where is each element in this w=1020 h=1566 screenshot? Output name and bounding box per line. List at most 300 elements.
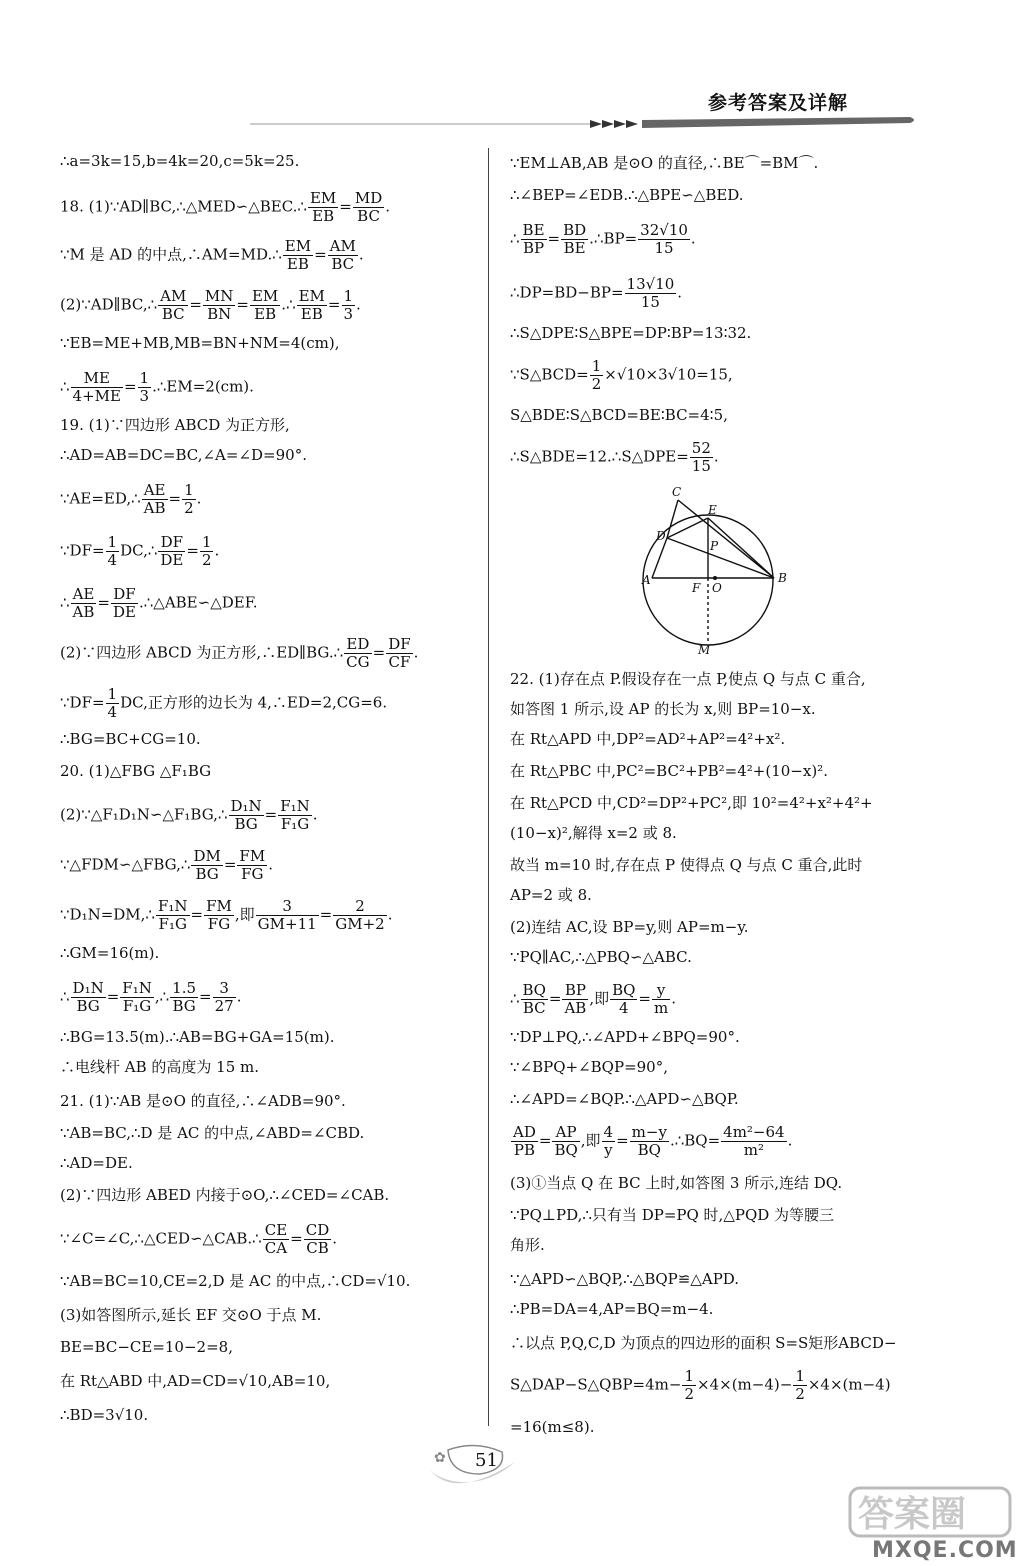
fraction <box>562 982 588 1017</box>
fraction-numerator: BP <box>562 982 588 1000</box>
text-run: 在 Rt△APD 中,DP²=AD²+AP²=4²+x². <box>510 730 786 748</box>
fraction <box>71 980 106 1015</box>
fraction <box>111 586 138 621</box>
fraction <box>561 222 588 257</box>
text-run: . <box>787 1131 793 1150</box>
text-run: ∵M 是 AD 的中点,∴AM=MD.∴ <box>60 245 282 264</box>
text-run: DC,正方形的边长为 4,∴ED=2,CG=6. <box>120 693 388 712</box>
text-run: ∵D₁N=DM,∴ <box>60 905 155 924</box>
text-line <box>60 1336 233 1358</box>
text-run: BE=BC−CE=10−2=8, <box>60 1338 233 1356</box>
fraction-denominator: CG <box>346 653 370 671</box>
text-line <box>60 798 318 833</box>
text-run: = <box>223 855 237 874</box>
fraction-numerator: MD <box>354 189 383 207</box>
header-title: 参考答案及详解 <box>708 92 849 114</box>
fraction-numerator: AP <box>552 1124 579 1142</box>
fraction-numerator: 1 <box>184 481 194 499</box>
fraction <box>158 534 185 569</box>
fraction-numerator: 4 <box>603 1123 614 1141</box>
fraction <box>142 482 168 517</box>
text-run: . <box>387 905 393 924</box>
text-line <box>60 760 211 782</box>
text-run: ∵S△BCD= <box>510 365 589 384</box>
text-line <box>510 222 696 257</box>
fraction <box>106 534 120 569</box>
fraction-numerator: 52 <box>691 439 711 457</box>
fraction-numerator: DF <box>158 534 185 552</box>
figure-label: C <box>672 485 682 499</box>
fraction-denominator: m <box>654 999 669 1017</box>
text-run: ∴ <box>60 593 70 612</box>
fraction-numerator: D₁N <box>72 979 104 997</box>
fraction-denominator: EB <box>286 255 309 273</box>
text-run: ∴BD=3√10. <box>60 1406 149 1424</box>
figure-label: D <box>656 529 666 543</box>
circle-geometry-figure <box>640 484 800 656</box>
text-line <box>510 1124 792 1159</box>
page-header <box>0 0 1020 140</box>
fraction <box>71 586 97 621</box>
text-run: .∴△ABE∽△DEF. <box>138 593 258 612</box>
text-run: ∵PQ⊥PD,∴只有当 DP=PQ 时,△PQD 为等腰三 <box>510 1206 835 1224</box>
fraction <box>721 1124 786 1159</box>
text-line <box>60 288 361 323</box>
text-run: ∵∠C=∠C,∴△CED∽△CAB.∴ <box>60 1229 262 1248</box>
text-run: . <box>196 489 202 508</box>
fraction-numerator: 1 <box>591 357 602 375</box>
fraction-denominator: 3 <box>139 387 150 405</box>
fraction-numerator: 1 <box>343 287 354 305</box>
text-line <box>60 1304 321 1326</box>
text-line <box>510 1088 739 1110</box>
fraction-numerator: FM <box>206 897 232 915</box>
text-line <box>510 1332 897 1354</box>
fraction <box>353 190 384 225</box>
fraction <box>256 898 319 933</box>
fraction-numerator: F₁N <box>157 897 188 915</box>
text-line <box>510 1026 740 1048</box>
figure-label: B <box>778 571 787 585</box>
text-run: ∵EM⊥AB,AB 是⊙O 的直径,∴BE⌒=BM⌒. <box>510 154 819 172</box>
fraction-denominator: CB <box>306 1239 329 1257</box>
text-run: ∴S△DPE∶S△BPE=DP∶BP=13∶32. <box>510 324 752 342</box>
text-line <box>510 184 744 206</box>
fraction <box>158 288 188 323</box>
flower-icon: ✿ <box>434 1450 446 1466</box>
text-run: ∴AD=DE. <box>60 1154 133 1172</box>
text-line <box>510 982 676 1017</box>
fraction <box>625 276 677 311</box>
fraction <box>521 982 548 1017</box>
fraction-denominator: 2 <box>591 375 602 393</box>
fraction-numerator: 1.5 <box>172 979 197 997</box>
fraction-numerator: 1 <box>139 369 150 387</box>
fraction-denominator: 2 <box>684 1385 695 1403</box>
fraction <box>552 1124 579 1159</box>
text-run: ×√10×3√10=15, <box>604 365 733 384</box>
fraction <box>344 636 371 671</box>
text-run: = <box>339 197 352 216</box>
svg-text:答案圈: 答案圈 <box>858 1494 967 1535</box>
text-run: ∴S△BDE=12.∴S△DPE= <box>510 447 689 466</box>
fraction <box>200 534 214 569</box>
text-run: (3)①当点 Q 在 BC 上时,如答图 3 所示,连结 DQ. <box>510 1174 843 1192</box>
fraction-denominator: BQ <box>554 1141 578 1159</box>
text-line <box>510 1172 842 1194</box>
text-run: ∴BG=BC+CG=10. <box>60 730 201 748</box>
text-run: . <box>358 245 364 264</box>
text-run: (2)∵△F₁D₁N∽△F₁BG,∴ <box>60 805 228 824</box>
fraction <box>170 980 198 1015</box>
figure-label: E <box>708 503 717 517</box>
text-line <box>510 884 592 906</box>
text-run: = <box>290 1229 303 1248</box>
text-run: ×4×(m−4)− <box>697 1375 793 1394</box>
fraction-denominator: BC <box>331 255 355 273</box>
fraction-numerator: DM <box>193 847 221 865</box>
text-line <box>60 1222 337 1257</box>
fraction-numerator: EM <box>309 189 337 207</box>
fraction-numerator: 13√10 <box>626 275 675 293</box>
watermark-text: MXQE.COM <box>872 1538 1018 1563</box>
fraction-numerator: DF <box>111 586 138 604</box>
text-line <box>60 1026 334 1048</box>
text-run: . <box>413 643 419 662</box>
text-run: = <box>236 295 249 314</box>
text-run: ∵∠BPQ+∠BQP=90°, <box>510 1058 668 1076</box>
text-line <box>60 1122 364 1144</box>
fraction-numerator: 1 <box>107 685 118 703</box>
text-line <box>510 916 749 938</box>
text-line <box>60 238 364 273</box>
fraction-denominator: CA <box>264 1239 288 1257</box>
text-run: ∴a=3k=15,b=4k=20,c=5k=25. <box>60 152 300 170</box>
text-line <box>60 332 339 354</box>
text-run: = <box>189 295 202 314</box>
fraction <box>182 482 196 517</box>
text-run: ∵DF= <box>60 541 105 560</box>
fraction <box>191 848 222 883</box>
fraction-denominator: 4 <box>107 551 118 569</box>
text-line <box>510 1416 594 1438</box>
text-line <box>60 482 201 517</box>
fraction <box>630 1124 669 1159</box>
text-run: ∴∠APD=∠BQP.∴△APD∽△BQP. <box>510 1090 739 1108</box>
fraction <box>138 370 152 405</box>
text-run: ,即 <box>234 905 255 924</box>
text-run: = <box>314 245 327 264</box>
text-line <box>510 1368 891 1403</box>
text-run: .∴BP= <box>589 229 638 248</box>
text-line <box>510 792 873 814</box>
fraction-denominator: BN <box>207 305 232 323</box>
fraction <box>283 238 313 273</box>
fraction-numerator: D₁N <box>230 797 262 815</box>
text-run: =16(m≤8). <box>510 1418 595 1436</box>
fraction <box>237 848 267 883</box>
fraction-denominator: 27 <box>214 997 234 1015</box>
fraction-denominator: BP <box>522 239 545 257</box>
text-run: ,即 <box>589 989 610 1008</box>
text-line <box>510 1268 739 1290</box>
text-run: = <box>547 229 561 248</box>
text-run: AP=2 或 8. <box>510 886 592 904</box>
figure-label: M <box>698 643 711 656</box>
fraction-numerator: 1 <box>795 1367 805 1385</box>
text-run: ∵△APD∽△BQP,∴△BQP≌△APD. <box>510 1270 740 1288</box>
text-run: ∵PQ∥AC,∴△PBQ∽△ABC. <box>510 948 692 966</box>
text-line <box>60 190 390 225</box>
fraction-numerator: DF <box>388 635 411 653</box>
text-run: ∴PB=DA=4,AP=BQ=m−4. <box>510 1300 714 1318</box>
fraction-numerator: EM <box>284 237 312 255</box>
text-run: = <box>616 1131 629 1150</box>
fraction <box>652 982 670 1017</box>
fraction <box>682 1368 696 1403</box>
fraction-denominator: AB <box>143 499 166 517</box>
text-run: . <box>214 541 220 560</box>
text-run: 18. (1)∵AD∥BC,∴△MED∽△BEC.∴ <box>60 197 307 216</box>
fraction <box>263 1222 289 1257</box>
fraction-numerator: BD <box>563 221 587 239</box>
fraction-denominator: BG <box>172 997 196 1015</box>
text-run: ∵AB=BC,∴D 是 AC 的中点,∠ABD=∠CBD. <box>60 1124 365 1142</box>
text-line <box>510 1056 668 1078</box>
text-run: (2)∵AD∥BC,∴ <box>60 295 158 314</box>
fraction <box>511 1124 538 1159</box>
text-run: . <box>312 805 318 824</box>
header-rule <box>250 115 920 129</box>
text-run: S△DAP−S△QBP=4m− <box>510 1375 682 1394</box>
text-line <box>60 980 241 1015</box>
fraction-numerator: ED <box>344 636 371 654</box>
fraction-numerator: 1 <box>684 1367 695 1385</box>
text-line <box>60 444 307 466</box>
text-run: = <box>264 805 278 824</box>
text-line <box>60 1090 346 1112</box>
text-line <box>60 370 254 405</box>
text-run: ∴AD=AB=DC=BC,∠A=∠D=90°. <box>60 446 307 464</box>
fraction <box>793 1368 807 1403</box>
figure-label: F <box>692 581 701 595</box>
figure-label: P <box>710 539 719 553</box>
fraction-numerator: AE <box>142 482 168 500</box>
fraction-numerator: F₁N <box>280 797 310 815</box>
fraction-denominator: BC <box>161 305 185 323</box>
fraction-numerator: AM <box>160 287 187 305</box>
text-run: = <box>168 489 182 508</box>
fraction-denominator: F₁G <box>122 997 152 1015</box>
text-run: . <box>332 1229 338 1248</box>
fraction <box>308 190 338 225</box>
fraction-denominator: F₁G <box>280 815 310 833</box>
fraction-denominator: PB <box>513 1141 535 1159</box>
fraction-numerator: 2 <box>333 898 386 916</box>
text-run: = <box>319 905 333 924</box>
text-run: S△BDE∶S△BCD=BE∶BC=4∶5, <box>510 406 728 424</box>
text-line <box>60 898 392 933</box>
fraction-denominator: GM+11 <box>257 915 317 933</box>
fraction-numerator: m−y <box>631 1123 667 1141</box>
page-number: 51 <box>475 1450 498 1471</box>
text-run: = <box>538 1131 552 1150</box>
fraction-denominator: 2 <box>184 499 194 517</box>
fraction-denominator: BE <box>563 239 586 257</box>
text-run: ×4×(m−4) <box>807 1375 891 1394</box>
fraction-denominator: BG <box>76 997 100 1015</box>
text-run: 角形. <box>510 1236 545 1254</box>
fraction <box>610 982 637 1017</box>
fraction-numerator: EM <box>251 287 279 305</box>
text-run: DC,∴ <box>120 541 158 560</box>
fraction-denominator: BG <box>195 865 219 883</box>
fraction <box>203 288 235 323</box>
fraction <box>204 898 234 933</box>
fraction-numerator: 4m²−64 <box>723 1123 785 1141</box>
column-divider <box>488 148 489 1426</box>
fraction-denominator: 15 <box>691 457 711 475</box>
fraction-numerator: 1 <box>201 533 212 551</box>
fraction <box>297 288 327 323</box>
fraction-numerator: CE <box>264 1221 288 1239</box>
text-run: 20. (1)△FBG △F₁BG <box>60 762 212 780</box>
text-run: .∴BQ= <box>669 1131 721 1150</box>
text-line <box>510 946 692 968</box>
text-line <box>510 822 677 844</box>
fraction <box>342 288 356 323</box>
text-line <box>60 1370 330 1392</box>
fraction-denominator: DE <box>160 551 184 569</box>
fraction-denominator: y <box>604 1141 613 1159</box>
text-run: = <box>123 377 137 396</box>
fraction-numerator: AE <box>71 586 97 604</box>
fraction-denominator: FG <box>241 865 264 883</box>
text-run: ∴∠BEP=∠EDB.∴△BPE∽△BED. <box>510 186 744 204</box>
text-run: = <box>186 541 199 560</box>
fraction-numerator: y <box>652 982 670 1000</box>
text-run: . <box>356 295 361 314</box>
text-line <box>60 534 219 569</box>
text-run: = <box>190 905 204 924</box>
text-line <box>510 760 828 782</box>
text-run: ∴BG=13.5(m).∴AB=BG+GA=15(m). <box>60 1028 335 1046</box>
fraction-denominator: 3 <box>343 305 354 323</box>
text-run: . <box>713 447 719 466</box>
fraction-denominator: 2 <box>201 551 212 569</box>
fraction <box>304 1222 332 1257</box>
fraction-numerator: 3 <box>213 980 236 998</box>
text-line <box>60 686 387 721</box>
text-run: = <box>106 987 120 1006</box>
text-run: (2)∵四边形 ABED 内接于⊙O,∴∠CED=∠CAB. <box>60 1186 390 1204</box>
text-line <box>60 942 159 964</box>
text-run: . <box>385 197 391 216</box>
fraction-numerator: AM <box>329 237 356 255</box>
text-run: 在 Rt△PBC 中,PC²=BC²+PB²=4²+(10−x)². <box>510 762 828 780</box>
text-line <box>60 1404 148 1426</box>
text-run: = <box>638 989 651 1008</box>
fraction <box>213 980 236 1015</box>
fraction-numerator: 32√10 <box>640 221 688 239</box>
fraction-denominator: m² <box>743 1141 764 1159</box>
fraction-denominator: FG <box>207 915 231 933</box>
text-run: ∵AB=BC=10,CE=2,D 是 AC 的中点,∴CD=√10. <box>60 1272 411 1290</box>
text-run: .∴EM=2(cm). <box>152 377 254 396</box>
text-line <box>60 636 418 671</box>
text-run: ,∴ <box>154 987 170 1006</box>
text-line <box>60 728 201 750</box>
fraction <box>590 358 604 393</box>
fraction-numerator: FM <box>239 847 266 865</box>
fraction-denominator: AB <box>564 999 587 1017</box>
text-run: ∵EB=ME+MB,MB=BN+NM=4(cm), <box>60 334 340 352</box>
text-run: (2)连结 AC,设 BP=y,则 AP=m−y. <box>510 918 749 936</box>
text-run: ∴GM=16(m). <box>60 944 160 962</box>
text-line <box>60 1056 259 1078</box>
fraction-numerator: CD <box>305 1221 330 1239</box>
text-run: ∴ <box>510 229 520 248</box>
text-line <box>510 1234 545 1256</box>
text-run: . <box>690 229 696 248</box>
text-run: (2)∵四边形 ABCD 为正方形,∴ED∥BG.∴ <box>60 643 344 662</box>
fraction-denominator: F₁G <box>158 915 187 933</box>
fraction <box>386 636 412 671</box>
text-line <box>510 358 733 393</box>
fraction-denominator: CF <box>388 653 411 671</box>
text-run: (3)如答图所示,延长 EF 交⊙O 于点 M. <box>60 1306 322 1324</box>
fraction <box>278 798 312 833</box>
fraction <box>638 222 690 257</box>
text-line <box>60 1270 410 1292</box>
fraction-numerator: BE <box>522 221 545 239</box>
fraction <box>328 238 358 273</box>
text-run: 在 Rt△ABD 中,AD=CD=√10,AB=10, <box>60 1372 331 1390</box>
text-line <box>510 1298 713 1320</box>
fraction <box>521 222 547 257</box>
text-run: ∴ <box>60 377 70 396</box>
fraction-denominator: EB <box>254 305 277 323</box>
text-line <box>60 150 299 172</box>
text-line <box>60 848 273 883</box>
text-run: ∴DP=BD−BP= <box>510 283 624 302</box>
text-line <box>510 152 818 174</box>
fraction-denominator: BG <box>234 815 258 833</box>
text-run: . <box>236 987 242 1006</box>
text-line <box>510 404 728 426</box>
fraction-denominator: EB <box>312 207 335 225</box>
fraction-numerator: MN <box>204 287 234 305</box>
fraction-denominator: EB <box>300 305 323 323</box>
text-line <box>510 668 866 690</box>
text-line <box>510 854 862 876</box>
fraction-numerator: F₁N <box>122 979 152 997</box>
fraction-numerator: BQ <box>612 981 636 999</box>
text-line <box>510 322 751 344</box>
fraction <box>690 440 713 475</box>
text-run: ∴ <box>510 989 520 1008</box>
figure-label: O <box>712 581 722 595</box>
text-run: ∵DP⊥PQ,∴∠APD+∠BPQ=90°. <box>510 1028 740 1046</box>
fraction-numerator: 1 <box>107 533 118 551</box>
text-run: ∵△FDM∽△FBG,∴ <box>60 855 191 874</box>
fraction <box>106 686 120 721</box>
text-run: . <box>671 989 677 1008</box>
fraction-denominator: 4 <box>618 999 629 1017</box>
text-line <box>60 1152 133 1174</box>
text-run: 在 Rt△PCD 中,CD²=DP²+PC²,即 10²=4²+x²+4²+ <box>510 794 873 812</box>
text-run: ∵DF= <box>60 693 105 712</box>
